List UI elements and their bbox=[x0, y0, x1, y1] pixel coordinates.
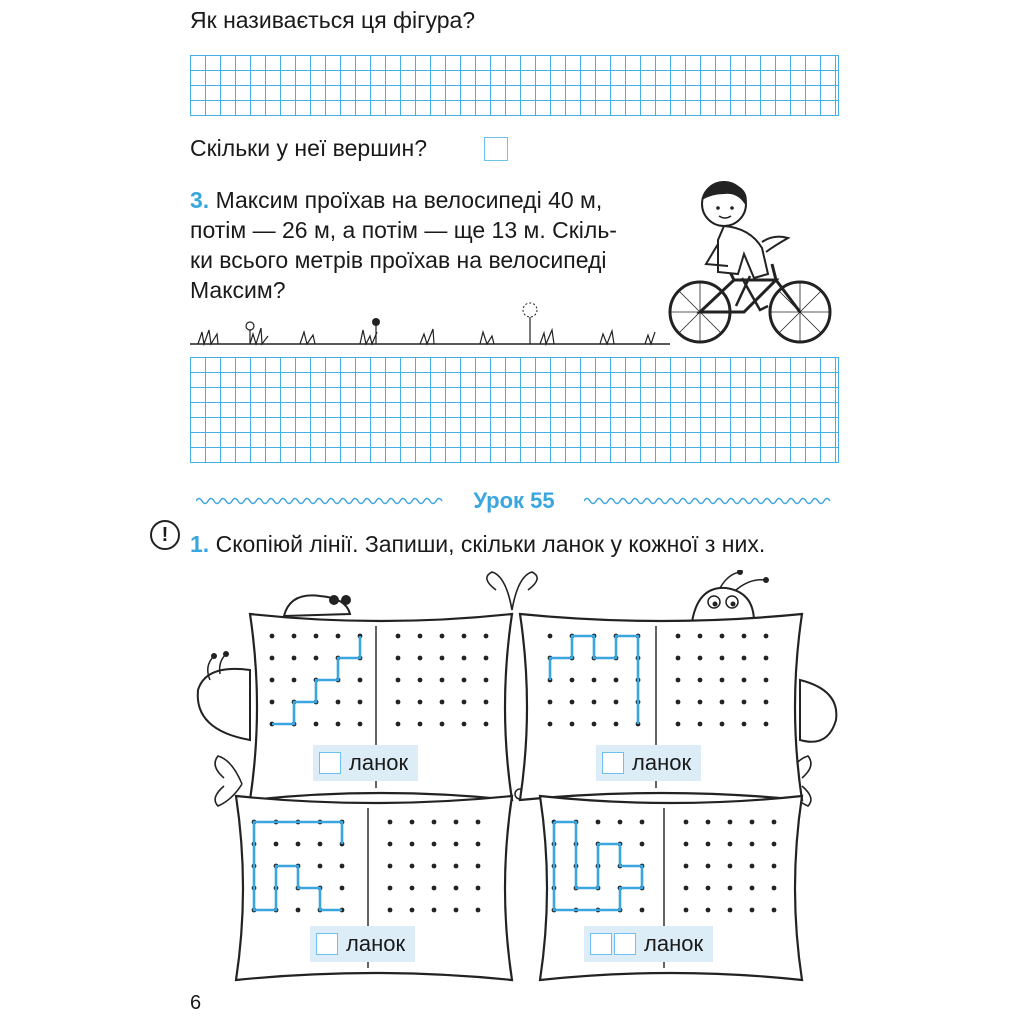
boy-on-bicycle-icon bbox=[664, 180, 838, 350]
panel-2-copy-dot bbox=[720, 634, 725, 639]
panel-3-copy-dot bbox=[454, 864, 459, 869]
panel-4-copy-dot bbox=[728, 886, 733, 891]
panel-4-answer-label: ланок bbox=[584, 926, 713, 962]
panel-4-copy-dot bbox=[728, 842, 733, 847]
panel-4-copy-dot bbox=[706, 908, 711, 913]
page-number: 6 bbox=[190, 992, 202, 1014]
panel-4-copy-dot bbox=[750, 886, 755, 891]
panel-2-sample-dot bbox=[592, 700, 597, 705]
panel-1-copy-dot bbox=[462, 700, 467, 705]
panel-1-copy-dot bbox=[396, 656, 401, 661]
lesson-title: Урок 55 bbox=[473, 488, 555, 513]
panel-4-answer-box-1[interactable] bbox=[590, 933, 612, 955]
panel-4-copy-dot bbox=[684, 886, 689, 891]
panel-4-sample-dot bbox=[640, 908, 645, 913]
panel-4-copy-dot bbox=[728, 864, 733, 869]
panel-3-copy-dot bbox=[432, 886, 437, 891]
panel-3-copy-dot bbox=[410, 820, 415, 825]
panel-2-copy-dot bbox=[764, 678, 769, 683]
panel-2-copy-dot bbox=[698, 656, 703, 661]
panel-1-sample-dot bbox=[292, 678, 297, 683]
answer-grid-2[interactable] bbox=[190, 357, 839, 463]
panel-1-answer-label: ланок bbox=[313, 745, 418, 781]
panel-1-copy-dot bbox=[396, 700, 401, 705]
panel-1-sample-dot bbox=[270, 700, 275, 705]
panel-2-sample-dot bbox=[570, 722, 575, 727]
panel-3-copy-dot bbox=[476, 842, 481, 847]
panel-3-copy-dot bbox=[476, 820, 481, 825]
panel-3-sample-dot bbox=[340, 886, 345, 891]
panel-1-copy-dot bbox=[462, 656, 467, 661]
task3-number: 3. bbox=[190, 187, 210, 213]
panel-2-copy-dot bbox=[742, 722, 747, 727]
panel-1-sample-dot bbox=[314, 656, 319, 661]
panel-4-copy-dot bbox=[772, 864, 777, 869]
panel-1-copy-dot bbox=[418, 678, 423, 683]
panel-1-copy-dot bbox=[440, 678, 445, 683]
panel-1-sample-dot bbox=[270, 656, 275, 661]
panel-4-copy-dot bbox=[684, 864, 689, 869]
panel-1-copy-dot bbox=[440, 656, 445, 661]
panel-2-copy-dot bbox=[676, 656, 681, 661]
panel-4-sample-dot bbox=[640, 842, 645, 847]
panel-3-copy-dot bbox=[410, 842, 415, 847]
task3-line-3: ки всього метрів проїхав на велосипеді bbox=[190, 247, 607, 273]
panel-1-copy-dot bbox=[484, 722, 489, 727]
panel-1-copy-dot bbox=[418, 656, 423, 661]
panel-2-sample-dot bbox=[570, 700, 575, 705]
panel-2-sample-dot bbox=[592, 678, 597, 683]
panel-2-sample-dot bbox=[548, 700, 553, 705]
panel-2-sample-dot bbox=[614, 678, 619, 683]
panel-2-copy-dot bbox=[698, 700, 703, 705]
panel-1-sample-dot bbox=[358, 678, 363, 683]
grass-decoration bbox=[190, 300, 670, 348]
panel-4-copy-dot bbox=[728, 908, 733, 913]
panel-1-sample-dot bbox=[314, 722, 319, 727]
panel-3-copy-dot bbox=[388, 820, 393, 825]
panel-4-copy-dot bbox=[772, 820, 777, 825]
panel-1-copy-dot bbox=[396, 722, 401, 727]
panel-2-copy-dot bbox=[698, 634, 703, 639]
panel-3-copy-dot bbox=[388, 842, 393, 847]
panel-3-copy-dot bbox=[432, 908, 437, 913]
exclamation-circle-icon: ! bbox=[150, 520, 180, 550]
task3-line-4: Максим? bbox=[190, 277, 286, 303]
wave-decoration-right bbox=[584, 494, 832, 508]
panel-3-copy-dot bbox=[410, 864, 415, 869]
panel-1-copy-dot bbox=[462, 678, 467, 683]
panel-3-sample-dot bbox=[274, 842, 279, 847]
panel-2-copy-dot bbox=[742, 634, 747, 639]
panel-2-copy-dot bbox=[764, 634, 769, 639]
panel-4-copy-dot bbox=[750, 842, 755, 847]
dot-grid-panels bbox=[180, 570, 844, 995]
panel-2-copy-dot bbox=[720, 678, 725, 683]
vertices-answer-box[interactable] bbox=[484, 137, 508, 161]
question-shape-name: Як називається ця фігура? bbox=[190, 7, 476, 33]
panel-2-copy-dot bbox=[676, 700, 681, 705]
task3-line-2: потім — 26 м, а потім — ще 13 м. Скіль- bbox=[190, 217, 617, 243]
panel-1-copy-dot bbox=[396, 634, 401, 639]
panel-3-copy-dot bbox=[454, 908, 459, 913]
panel-1-copy-dot bbox=[484, 700, 489, 705]
panel-2-copy-dot bbox=[742, 700, 747, 705]
panel-1-sample-dot bbox=[292, 656, 297, 661]
panel-1-copy-dot bbox=[462, 634, 467, 639]
panel-4-copy-dot bbox=[750, 820, 755, 825]
panel-1-sample-dot bbox=[358, 700, 363, 705]
panel-3-copy-dot bbox=[432, 820, 437, 825]
panel-4-copy-dot bbox=[684, 908, 689, 913]
panel-4-sample-dot bbox=[596, 820, 601, 825]
panel-4-copy-dot bbox=[772, 908, 777, 913]
panel-2-copy-dot bbox=[720, 722, 725, 727]
panel-3-copy-dot bbox=[476, 908, 481, 913]
panel-2-sample-dot bbox=[548, 722, 553, 727]
answer-grid-1[interactable] bbox=[190, 55, 839, 116]
panel-4-copy-dot bbox=[706, 820, 711, 825]
panel-4-copy-dot bbox=[684, 842, 689, 847]
panel-1-sample-dot bbox=[270, 634, 275, 639]
panel-1-copy-dot bbox=[484, 656, 489, 661]
panel-1-sample-dot bbox=[314, 634, 319, 639]
panel-3-sample-dot bbox=[318, 842, 323, 847]
panel-2-copy-dot bbox=[676, 634, 681, 639]
panel-2-copy-dot bbox=[698, 722, 703, 727]
panel-1-copy-dot bbox=[418, 634, 423, 639]
question-vertices: Скільки у неї вершин? bbox=[190, 135, 427, 161]
panel-2-sample-dot bbox=[614, 722, 619, 727]
task3-line-1: 3. Максим проїхав на велосипеді 40 м, bbox=[190, 187, 603, 213]
panel-1-sample-dot bbox=[292, 634, 297, 639]
panel-3-copy-dot bbox=[476, 864, 481, 869]
panel-4-copy-dot bbox=[772, 886, 777, 891]
panel-4-sample-dot bbox=[640, 820, 645, 825]
panel-4-copy-dot bbox=[706, 864, 711, 869]
panel-3-copy-dot bbox=[388, 886, 393, 891]
panel-4-copy-dot bbox=[728, 820, 733, 825]
panel-4-sample-dot bbox=[618, 820, 623, 825]
lesson-header bbox=[190, 486, 838, 516]
panel-2-sample-dot bbox=[614, 700, 619, 705]
panel-1-copy-dot bbox=[440, 634, 445, 639]
panel-2-copy-dot bbox=[764, 700, 769, 705]
panel-1-copy-dot bbox=[440, 700, 445, 705]
panel-4-copy-dot bbox=[706, 886, 711, 891]
panel-3-copy-dot bbox=[410, 908, 415, 913]
panel-3-copy-dot bbox=[388, 908, 393, 913]
panel-3-answer-box[interactable] bbox=[316, 933, 338, 955]
panel-1-sample-dot bbox=[270, 678, 275, 683]
panel-3-copy-dot bbox=[454, 886, 459, 891]
panel-1-copy-dot bbox=[462, 722, 467, 727]
panel-3-sample-dot bbox=[318, 864, 323, 869]
panel-1-copy-dot bbox=[484, 678, 489, 683]
panel-2-copy-dot bbox=[742, 678, 747, 683]
panel-2-copy-dot bbox=[764, 656, 769, 661]
panel-2-sample-dot bbox=[548, 634, 553, 639]
panel-3-sample-dot bbox=[340, 864, 345, 869]
panel-3-answer-label: ланок bbox=[310, 926, 415, 962]
panel-3-copy-dot bbox=[454, 842, 459, 847]
panel-1-answer-box[interactable] bbox=[319, 752, 341, 774]
panel-4-copy-dot bbox=[772, 842, 777, 847]
panel-2-copy-dot bbox=[698, 678, 703, 683]
panel-3-copy-dot bbox=[410, 886, 415, 891]
panel-2-copy-dot bbox=[764, 722, 769, 727]
panel-2-sample-dot bbox=[592, 722, 597, 727]
panel-2-sample-dot bbox=[570, 678, 575, 683]
panel-3-copy-dot bbox=[432, 864, 437, 869]
task1-text-line: 1. Скопіюй лінії. Запиши, скільки ланок у кожної з них. bbox=[190, 531, 766, 557]
panel-1-copy-dot bbox=[484, 634, 489, 639]
panel-2-copy-dot bbox=[720, 700, 725, 705]
panel-4-copy-dot bbox=[750, 908, 755, 913]
panel-2-copy-dot bbox=[676, 678, 681, 683]
panel-2-copy-dot bbox=[742, 656, 747, 661]
panel-4-copy-dot bbox=[684, 820, 689, 825]
panel-3-copy-dot bbox=[454, 820, 459, 825]
panel-1-copy-dot bbox=[418, 700, 423, 705]
panel-3-sample-dot bbox=[296, 842, 301, 847]
panel-3-sample-dot bbox=[296, 908, 301, 913]
panel-3-copy-dot bbox=[388, 864, 393, 869]
panel-1-copy-dot bbox=[440, 722, 445, 727]
panel-2-copy-dot bbox=[720, 656, 725, 661]
panel-1-sample-dot bbox=[336, 700, 341, 705]
panel-1-sample-dot bbox=[358, 722, 363, 727]
panel-1-copy-dot bbox=[396, 678, 401, 683]
panel-2-answer-label: ланок bbox=[596, 745, 701, 781]
task1-number: 1. bbox=[190, 531, 210, 557]
panel-4-answer-box-2[interactable] bbox=[614, 933, 636, 955]
panel-4-copy-dot bbox=[750, 864, 755, 869]
panel-3-copy-dot bbox=[432, 842, 437, 847]
panel-2-copy-dot bbox=[676, 722, 681, 727]
panel-1-sample-dot bbox=[336, 634, 341, 639]
panel-1-sample-dot bbox=[336, 722, 341, 727]
panel-4-copy-dot bbox=[706, 842, 711, 847]
panel-1-copy-dot bbox=[418, 722, 423, 727]
panel-2-answer-box[interactable] bbox=[602, 752, 624, 774]
panel-3-copy-dot bbox=[476, 886, 481, 891]
